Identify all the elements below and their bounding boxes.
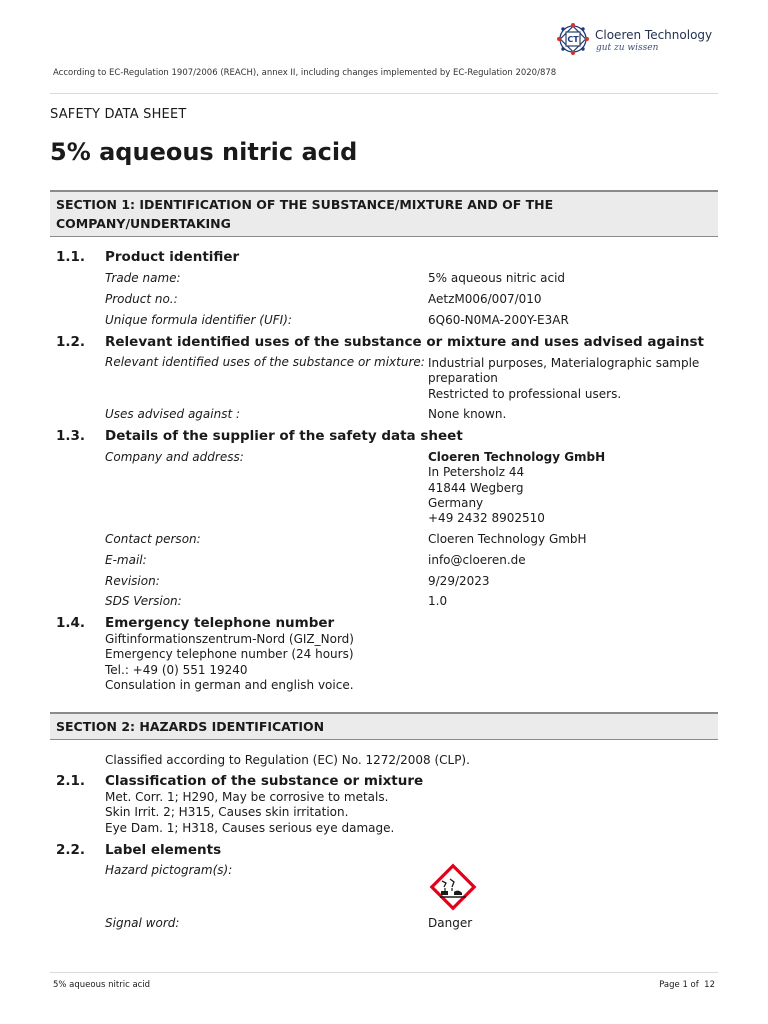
signal-word-value: Danger	[428, 916, 473, 930]
corrosion-pictogram-icon	[428, 862, 478, 912]
footer-page-number	[659, 980, 715, 990]
hazard-statement: Met. Corr. 1; H290, May be corrosive to metals.	[105, 790, 389, 804]
revision-label: Revision:	[105, 574, 160, 588]
uses-advised-against-label: Uses advised against :	[105, 407, 241, 421]
sds-version-value: 1.0	[428, 594, 448, 608]
hazard-statement: Skin Irrit. 2; H315, Causes skin irritation.	[105, 805, 349, 820]
classification-list	[105, 790, 394, 836]
sds-version-label: SDS Version:	[105, 594, 182, 608]
subsection-title-classification: Classification of the substance or mixture	[105, 773, 424, 789]
emergency-line: Consulation in german and english voice.	[105, 677, 354, 692]
company-country: Germany	[428, 495, 484, 510]
footer-divider	[50, 972, 718, 973]
subsection-title-supplier: Details of the supplier of the safety data sheet	[105, 428, 463, 444]
logo-company-name: Cloeren Technology	[595, 28, 713, 42]
emergency-line: Emergency telephone number (24 hours)	[105, 647, 354, 662]
subsection-title-label-elements: Label elements	[105, 842, 222, 858]
revision-value: 9/29/2023	[428, 574, 490, 588]
identified-uses-label: Relevant identified uses of the substance or mixture:	[105, 355, 425, 369]
hazard-pictogram-label: Hazard pictogram(s):	[105, 863, 233, 877]
trade-name-value: 5% aqueous nitric acid	[428, 271, 566, 285]
email-label: E-mail:	[105, 553, 147, 567]
subsection-number: 2.1.	[56, 773, 86, 789]
section-1-header: SECTION 1: IDENTIFICATION OF THE SUBSTANCE/MIXTURE AND OF THE COMPANY/UNDERTAKING	[50, 190, 718, 237]
footer-product-name: 5% aqueous nitric acid	[53, 980, 151, 990]
logo-tagline: gut zu wissen	[596, 43, 659, 53]
company-logo	[556, 22, 726, 58]
subsection-number: 1.1.	[56, 249, 86, 265]
product-no-label: Product no.:	[105, 292, 178, 306]
emergency-contact-text	[105, 632, 354, 693]
uses-advised-against-value: None known.	[428, 407, 507, 421]
contact-person-label: Contact person:	[105, 532, 201, 546]
uses-line: Restricted to professional users.	[428, 386, 622, 401]
signal-word-label: Signal word:	[105, 916, 180, 930]
company-address-value	[428, 450, 605, 526]
subsection-number: 1.3.	[56, 428, 86, 444]
trade-name-label: Trade name:	[105, 271, 181, 285]
contact-person-value: Cloeren Technology GmbH	[428, 532, 587, 546]
ufi-label: Unique formula identifier (UFI):	[105, 313, 292, 327]
subsection-number: 2.2.	[56, 842, 86, 858]
company-city: 41844 Wegberg	[428, 480, 524, 495]
product-no-value: AetzM006/007/010	[428, 292, 542, 306]
company-street: In Petersholz 44	[428, 465, 525, 480]
subsection-number: 1.2.	[56, 334, 86, 350]
uses-line: preparation	[428, 371, 498, 386]
company-address-label: Company and address:	[105, 450, 244, 464]
subsection-title-emergency: Emergency telephone number	[105, 615, 335, 631]
regulation-note: According to EC-Regulation 1907/2006 (REACH), annex II, including changes implemented by EC-Regulation 2020/878	[53, 68, 557, 78]
subsection-number: 1.4.	[56, 615, 86, 631]
ufi-value: 6Q60-N0MA-200Y-E3AR	[428, 313, 569, 327]
emergency-line: Giftinformationszentrum-Nord (GIZ_Nord)	[105, 632, 354, 646]
company-phone: +49 2432 8902510	[428, 511, 545, 526]
product-title: 5% aqueous nitric acid	[50, 138, 358, 166]
uses-line: Industrial purposes, Materialographic sample	[428, 356, 700, 370]
company-name: Cloeren Technology GmbH	[428, 450, 606, 464]
classification-basis: Classified according to Regulation (EC) No. 1272/2008 (CLP).	[105, 753, 470, 767]
section-2-header: SECTION 2: HAZARDS IDENTIFICATION	[50, 712, 718, 740]
email-link[interactable]: info@cloeren.de	[428, 553, 526, 567]
logo-initials: CT	[567, 35, 579, 44]
page-total: 12	[704, 980, 715, 990]
cloeren-logo-icon	[556, 22, 590, 56]
identified-uses-value	[428, 356, 699, 402]
subsection-title-product-identifier: Product identifier	[105, 249, 240, 265]
page-prefix: Page 1 of	[659, 980, 699, 990]
hazard-statement: Eye Dam. 1; H318, Causes serious eye damage.	[105, 820, 395, 835]
document-type: SAFETY DATA SHEET	[50, 107, 187, 122]
emergency-line: Tel.: +49 (0) 551 19240	[105, 662, 248, 677]
header-divider	[50, 93, 718, 94]
subsection-title-uses: Relevant identified uses of the substance or mixture and uses advised against	[105, 334, 704, 350]
